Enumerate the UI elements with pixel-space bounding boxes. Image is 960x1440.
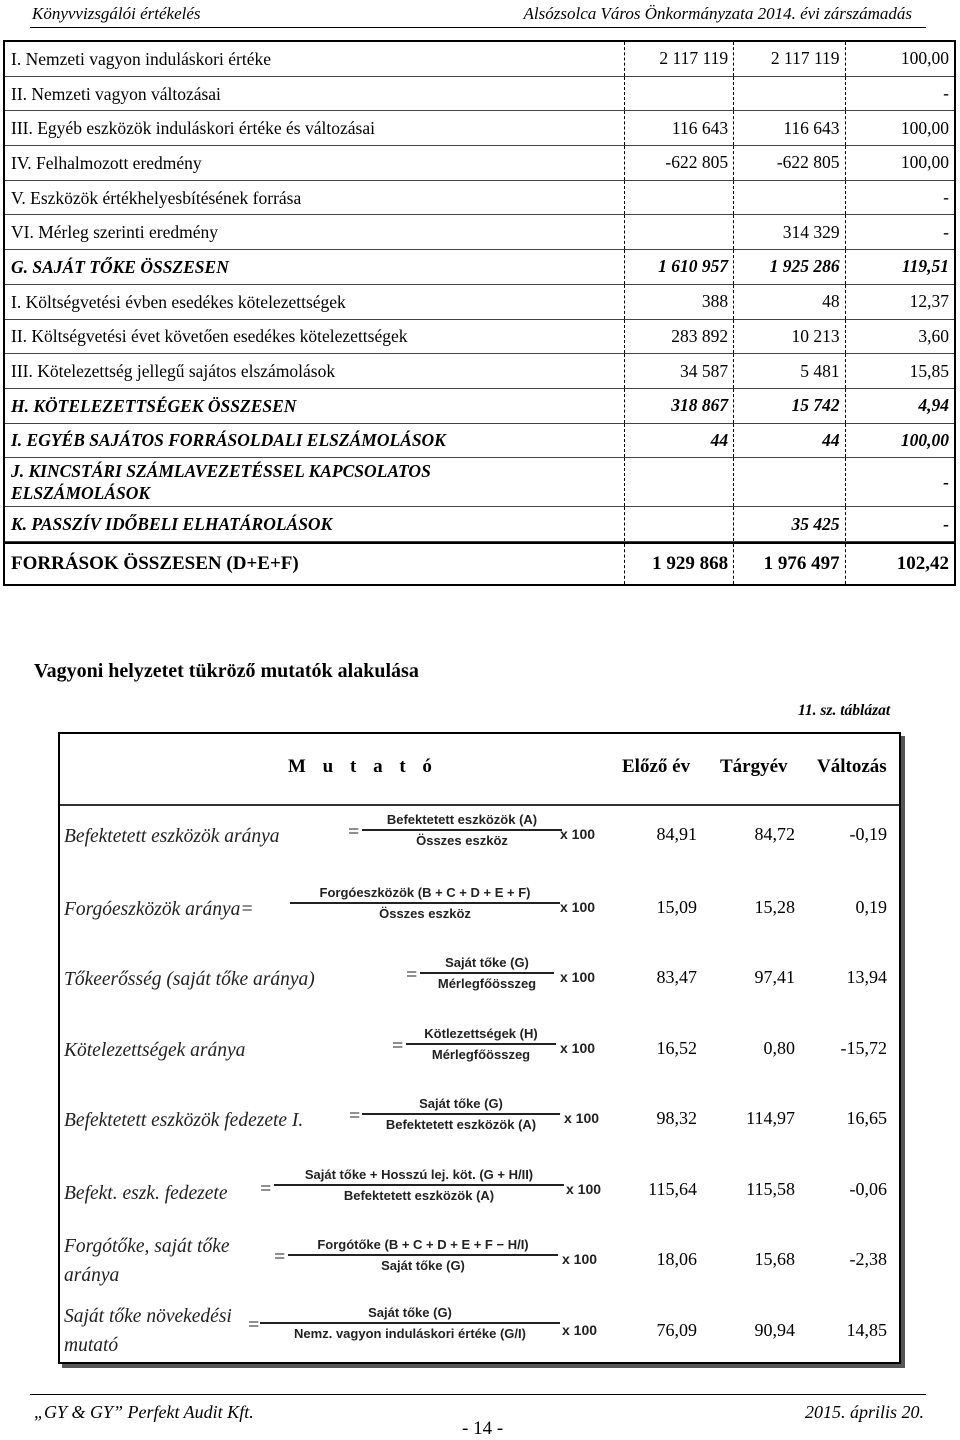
value-pct: 100,00 <box>845 146 954 180</box>
formula-denominator: Mérlegfőösszeg <box>431 1046 531 1062</box>
footer-company: „GY & GY” Perfekt Audit Kft. <box>34 1402 254 1422</box>
row-label: H. KÖTELEZETTSÉGEK ÖSSZESEN <box>11 395 297 416</box>
page-number: - 14 - <box>462 1418 504 1439</box>
value-prev: 15,09 <box>656 896 697 917</box>
formula-denominator: Nemz. vagyon induláskori értéke (G/I) <box>294 1325 526 1341</box>
equals-sign: = <box>274 1246 286 1268</box>
formula <box>362 812 562 848</box>
table-row <box>5 146 954 181</box>
value-prev <box>624 181 733 215</box>
table-row <box>60 877 899 948</box>
value-pct: 3,60 <box>845 320 954 354</box>
table-row-total <box>5 542 954 584</box>
value-curr: 35 425 <box>733 507 844 541</box>
formula-numerator: Saját tőke + Hosszú lej. köt. (G + H/II) <box>274 1167 564 1186</box>
value-prev <box>624 77 733 111</box>
value-prev: 84,91 <box>656 824 697 844</box>
row-label: V. Eszközök értékhelyesbítésének forrása <box>11 187 302 208</box>
formula-numerator: Saját tőke (G) <box>362 1096 560 1115</box>
header-mutato: M u t a t ó <box>288 756 438 777</box>
value-curr <box>733 181 844 215</box>
table-row <box>60 1229 899 1300</box>
value-curr: 116 643 <box>733 111 844 145</box>
formula-numerator: Saját tőke (G) <box>260 1305 560 1324</box>
header-right: Alsózsolca Város Önkormányzata 2014. évi zárszámadás <box>523 4 912 23</box>
formula-numerator: Kötlezettségek (H) <box>406 1026 556 1045</box>
value-curr: 0,80 <box>763 1037 795 1058</box>
header-curr-year: Tárgyév <box>720 756 788 777</box>
table-row <box>60 1018 899 1089</box>
value-change: 0,19 <box>855 896 887 917</box>
value-curr: 5 481 <box>733 354 844 388</box>
value-curr: 314 329 <box>733 215 844 249</box>
row-label: Befektetett eszközök aránya <box>64 826 280 847</box>
header-change: Változás <box>817 756 887 777</box>
formula-numerator: Saját tőke (G) <box>420 955 554 974</box>
value-curr: 10 213 <box>733 320 844 354</box>
value-prev: 76,09 <box>656 1319 697 1340</box>
value-curr: 15,68 <box>754 1249 795 1269</box>
row-label: IV. Felhalmozott eredmény <box>11 152 202 173</box>
value-prev: 116 643 <box>624 111 733 145</box>
value-curr: -622 805 <box>733 146 844 180</box>
table-row <box>5 181 954 216</box>
value-prev: 388 <box>624 285 733 319</box>
value-prev: 44 <box>624 424 733 458</box>
row-label: Befektetett eszközök fedezete I. <box>64 1110 304 1131</box>
value-pct: - <box>845 77 954 111</box>
row-label: I. Költségvetési évben esedékes kötelezettségek <box>11 291 346 312</box>
row-label: Forgóeszközök aránya= <box>64 898 254 920</box>
value-curr: 15,28 <box>754 896 795 917</box>
formula-numerator: Forgóeszközök (B + C + D + E + F) <box>290 885 560 904</box>
row-label: Forgótőke, saját tőke aránya <box>64 1236 230 1286</box>
table-row-subtotal <box>5 507 954 542</box>
value-change: 14,85 <box>846 1319 887 1340</box>
value-pct: 100,00 <box>845 42 954 76</box>
table-row-subtotal <box>5 458 954 507</box>
footer-date: 2015. április 20. <box>804 1402 924 1422</box>
table-row <box>5 354 954 389</box>
value-curr: 90,94 <box>754 1319 795 1340</box>
formula-numerator: Forgótőke (B + C + D + E + F − H/I) <box>288 1237 558 1256</box>
value-pct: 100,00 <box>845 111 954 145</box>
header-divider <box>30 27 926 28</box>
table-row <box>5 42 954 77</box>
table-row-subtotal <box>5 424 954 459</box>
value-prev <box>624 458 733 506</box>
value-prev: 1 610 957 <box>624 250 733 284</box>
value-prev: 83,47 <box>656 967 697 987</box>
equals-sign: = <box>348 821 360 843</box>
header-prev-year: Előző év <box>622 756 691 777</box>
table-row <box>60 806 899 877</box>
row-label: J. KINCSTÁRI SZÁMLAVEZETÉSSEL KAPCSOLATOS ELSZÁMOLÁSOK <box>11 461 431 504</box>
formula-denominator: Összes eszköz <box>416 833 508 848</box>
times-100: x 100 <box>564 1110 600 1126</box>
value-curr <box>733 458 844 506</box>
value-curr <box>733 77 844 111</box>
value-pct: 102,42 <box>845 544 954 584</box>
value-pct: - <box>845 215 954 249</box>
row-label: K. PASSZÍV IDŐBELI ELHATÁROLÁSOK <box>11 514 333 535</box>
value-curr: 1 976 497 <box>733 544 844 584</box>
formula-denominator: Mérlegfőösszeg <box>437 976 537 991</box>
row-label: II. Költségvetési évet követően esedékes kötelezettségek <box>11 326 408 347</box>
formula-denominator: Saját tőke (G) <box>381 1258 465 1273</box>
row-label: I. EGYÉB SAJÁTOS FORRÁSOLDALI ELSZÁMOLÁSOK <box>11 430 446 451</box>
formula <box>288 1237 558 1273</box>
value-change: 16,65 <box>846 1108 887 1128</box>
equals-sign: = <box>260 1177 272 1200</box>
value-prev <box>624 507 733 541</box>
table-row <box>60 1159 899 1230</box>
value-curr: 1 925 286 <box>733 250 844 284</box>
table-row <box>60 1088 899 1159</box>
forras-table <box>3 40 956 586</box>
formula-denominator: Befektetett eszközök (A) <box>385 1117 537 1132</box>
times-100: x 100 <box>560 898 596 915</box>
value-prev: -622 805 <box>624 146 733 180</box>
times-100: x 100 <box>560 1039 596 1056</box>
mutato-table <box>58 732 901 1364</box>
row-label: Befekt. eszk. fedezete <box>64 1182 228 1204</box>
equals-sign: = <box>349 1105 361 1127</box>
row-label: III. Kötelezettség jellegű sajátos elszámolások <box>11 361 336 382</box>
value-prev: 18,06 <box>656 1249 697 1269</box>
value-curr: 15 742 <box>733 389 844 423</box>
row-label: Kötelezettségek aránya <box>64 1039 246 1061</box>
value-prev: 2 117 119 <box>624 42 733 76</box>
formula-denominator: Befektetett eszközök (A) <box>343 1187 495 1203</box>
table-row <box>5 285 954 320</box>
value-prev: 115,64 <box>648 1178 697 1199</box>
value-change: -15,72 <box>840 1037 887 1058</box>
footer-divider <box>30 1394 926 1395</box>
value-prev: 98,32 <box>656 1108 697 1128</box>
value-pct: - <box>845 507 954 541</box>
table-row <box>5 320 954 355</box>
value-pct: - <box>845 458 954 506</box>
value-pct: - <box>845 181 954 215</box>
times-100: x 100 <box>562 1321 598 1338</box>
table-row <box>5 77 954 112</box>
value-change: 13,94 <box>846 967 887 987</box>
value-curr: 114,97 <box>746 1108 795 1128</box>
row-label: Tőkeerősség (saját tőke aránya) <box>64 969 315 990</box>
row-label: I. Nemzeti vagyon induláskori értéke <box>11 48 271 69</box>
page-header <box>0 0 960 30</box>
value-curr: 84,72 <box>754 824 795 844</box>
table-header <box>60 734 899 806</box>
table-row <box>5 111 954 146</box>
table-row <box>5 215 954 250</box>
value-prev: 16,52 <box>656 1037 697 1058</box>
formula <box>274 1167 564 1203</box>
formula <box>406 1026 556 1062</box>
value-curr: 115,58 <box>746 1178 795 1199</box>
value-change: -2,38 <box>849 1249 887 1269</box>
formula-numerator: Befektetett eszközök (A) <box>362 812 562 831</box>
section-title: Vagyoni helyzetet tükröző mutatók alakulása <box>34 660 419 682</box>
row-label: G. SAJÁT TŐKE ÖSSZESEN <box>11 256 229 277</box>
formula-denominator: Összes eszköz <box>379 905 471 921</box>
value-prev: 1 929 868 <box>624 544 733 584</box>
equals-sign: = <box>392 1034 404 1057</box>
times-100: x 100 <box>560 826 596 842</box>
times-100: x 100 <box>562 1251 598 1267</box>
value-curr: 97,41 <box>754 967 795 987</box>
value-change: -0,06 <box>849 1178 887 1199</box>
times-100: x 100 <box>566 1180 602 1197</box>
value-prev: 34 587 <box>624 354 733 388</box>
value-prev <box>624 215 733 249</box>
table-row-subtotal <box>5 250 954 285</box>
value-pct: 15,85 <box>845 354 954 388</box>
table-row <box>60 947 899 1018</box>
value-pct: 100,00 <box>845 424 954 458</box>
table-row <box>60 1300 899 1371</box>
formula <box>260 1305 560 1341</box>
table-row-subtotal <box>5 389 954 424</box>
value-pct: 12,37 <box>845 285 954 319</box>
formula <box>290 885 560 921</box>
formula <box>362 1096 560 1132</box>
equals-sign: = <box>406 964 418 986</box>
row-label: III. Egyéb eszközök induláskori értéke és változásai <box>11 118 375 139</box>
row-label: VI. Mérleg szerinti eredmény <box>11 222 219 243</box>
equals-sign: = <box>248 1313 260 1336</box>
formula <box>420 955 554 991</box>
value-curr: 48 <box>733 285 844 319</box>
value-pct: 4,94 <box>845 389 954 423</box>
row-label: II. Nemzeti vagyon változásai <box>11 83 221 104</box>
value-curr: 44 <box>733 424 844 458</box>
value-prev: 283 892 <box>624 320 733 354</box>
value-curr: 2 117 119 <box>733 42 844 76</box>
value-change: -0,19 <box>849 824 887 844</box>
value-prev: 318 867 <box>624 389 733 423</box>
value-pct: 119,51 <box>845 250 954 284</box>
header-left: Könyvvizsgálói értékelés <box>32 4 201 23</box>
row-label: Saját tőke növekedési mutató <box>64 1305 232 1356</box>
times-100: x 100 <box>560 969 596 985</box>
row-label: FORRÁSOK ÖSSZESEN (D+E+F) <box>11 552 299 574</box>
table-number: 11. sz. táblázat <box>798 702 891 719</box>
